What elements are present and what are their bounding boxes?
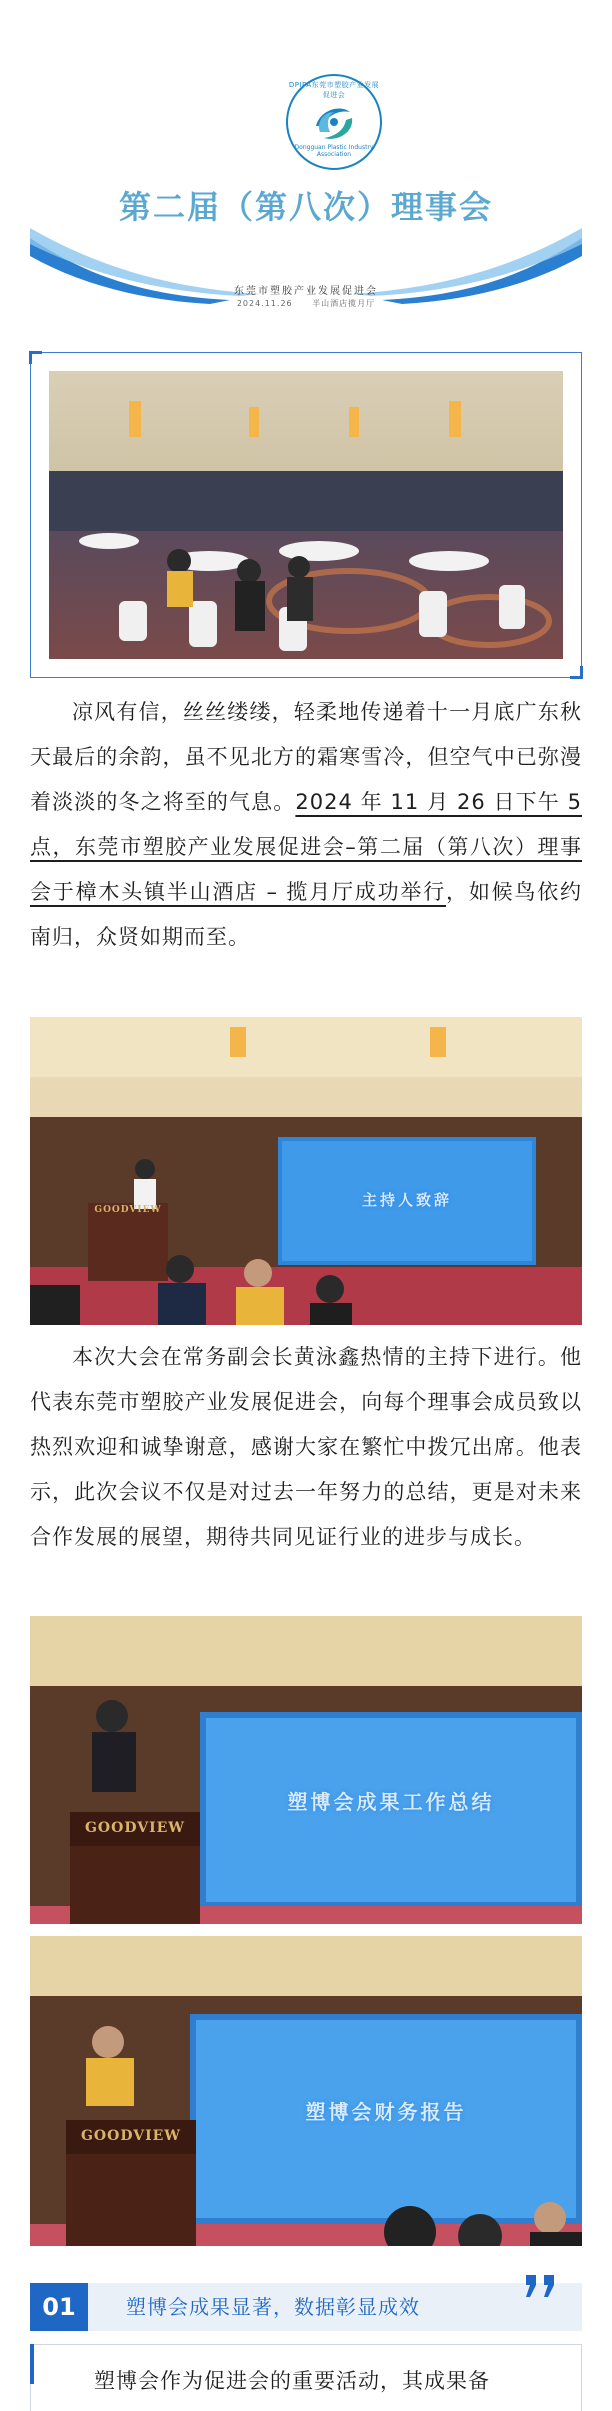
event-date-venue xyxy=(30,298,582,308)
host-paragraph: 本次大会在常务副会长黄泳鑫热情的主持下进行。他代表东莞市塑胶产业发展促进会，向每个理事会成员致以热烈欢迎和诚挚谢意，感谢大家在繁忙中拨冗出席。他表示，此次会议不仅是对过去一年努力的总结，更是对未来合作发展的展望，期待共同见证行业的进步与成长。 xyxy=(30,1345,582,1549)
banquet-hall-image xyxy=(49,371,563,659)
logo-sub-text: Dongguan Plastic Industry Association xyxy=(294,144,374,158)
screen-title: 主持人致辞 xyxy=(361,1191,452,1209)
logo-swirl-icon xyxy=(310,100,358,144)
page-title: 第二届（第八次）理事会 xyxy=(118,188,493,226)
intro-paragraph xyxy=(30,690,582,960)
section-header xyxy=(30,2283,582,2331)
section-title: 塑博会成果显著，数据彰显成效 xyxy=(126,2295,420,2319)
finance-report-image xyxy=(30,1936,582,2246)
host-speech-photo xyxy=(30,1017,582,1325)
work-summary-image xyxy=(30,1616,582,1924)
section-body-text: 塑博会作为促进会的重要活动，其成果备 xyxy=(94,2369,490,2393)
quote-mark-icon xyxy=(522,2271,562,2301)
association-logo xyxy=(286,74,382,170)
frame-corner xyxy=(29,351,42,364)
screen-title: 塑博会成果工作总结 xyxy=(287,1790,495,1814)
event-date: 2024.11.26 xyxy=(236,299,293,308)
host-speech-image xyxy=(30,1017,582,1325)
podium-logo: GOODVIEW xyxy=(80,2128,182,2144)
intro-text-c: ，如候鸟依约南归，众贤如期而至。 xyxy=(30,880,583,949)
photo-frame xyxy=(30,352,582,678)
work-summary-photo xyxy=(30,1616,582,1924)
header-banner xyxy=(30,12,582,308)
organizer-name: 东莞市塑胶产业发展促进会 xyxy=(234,286,378,297)
finance-report-photo xyxy=(30,1936,582,2246)
event-venue: 半山酒店揽月厅 xyxy=(312,299,376,308)
banquet-hall-photo xyxy=(49,371,563,659)
intro-text-highlight: 2024 年 11 月 26 日下午 5 点，东莞市塑胶产业发展促进会–第二届（第八次）理事会于樟木头镇半山酒店 – 揽月厅成功举行 xyxy=(30,790,582,904)
logo-ring-text: DPIPA东莞市塑胶产业发展促进会 xyxy=(288,81,380,99)
podium-logo: GOODVIEW xyxy=(84,1820,186,1836)
intro-text-a: 凉风有信，丝丝缕缕，轻柔地传递着十一月底广东秋天最后的余韵，虽不见北方的霜寒雪冷，但空气中已弥漫着淡淡的冬之将至的气息。 xyxy=(30,700,582,814)
screen-title: 塑博会财务报告 xyxy=(305,2100,467,2124)
section-number: 01 xyxy=(30,2283,88,2331)
podium-logo: GOODVIEW xyxy=(94,1205,162,1215)
frame-corner xyxy=(570,666,583,679)
